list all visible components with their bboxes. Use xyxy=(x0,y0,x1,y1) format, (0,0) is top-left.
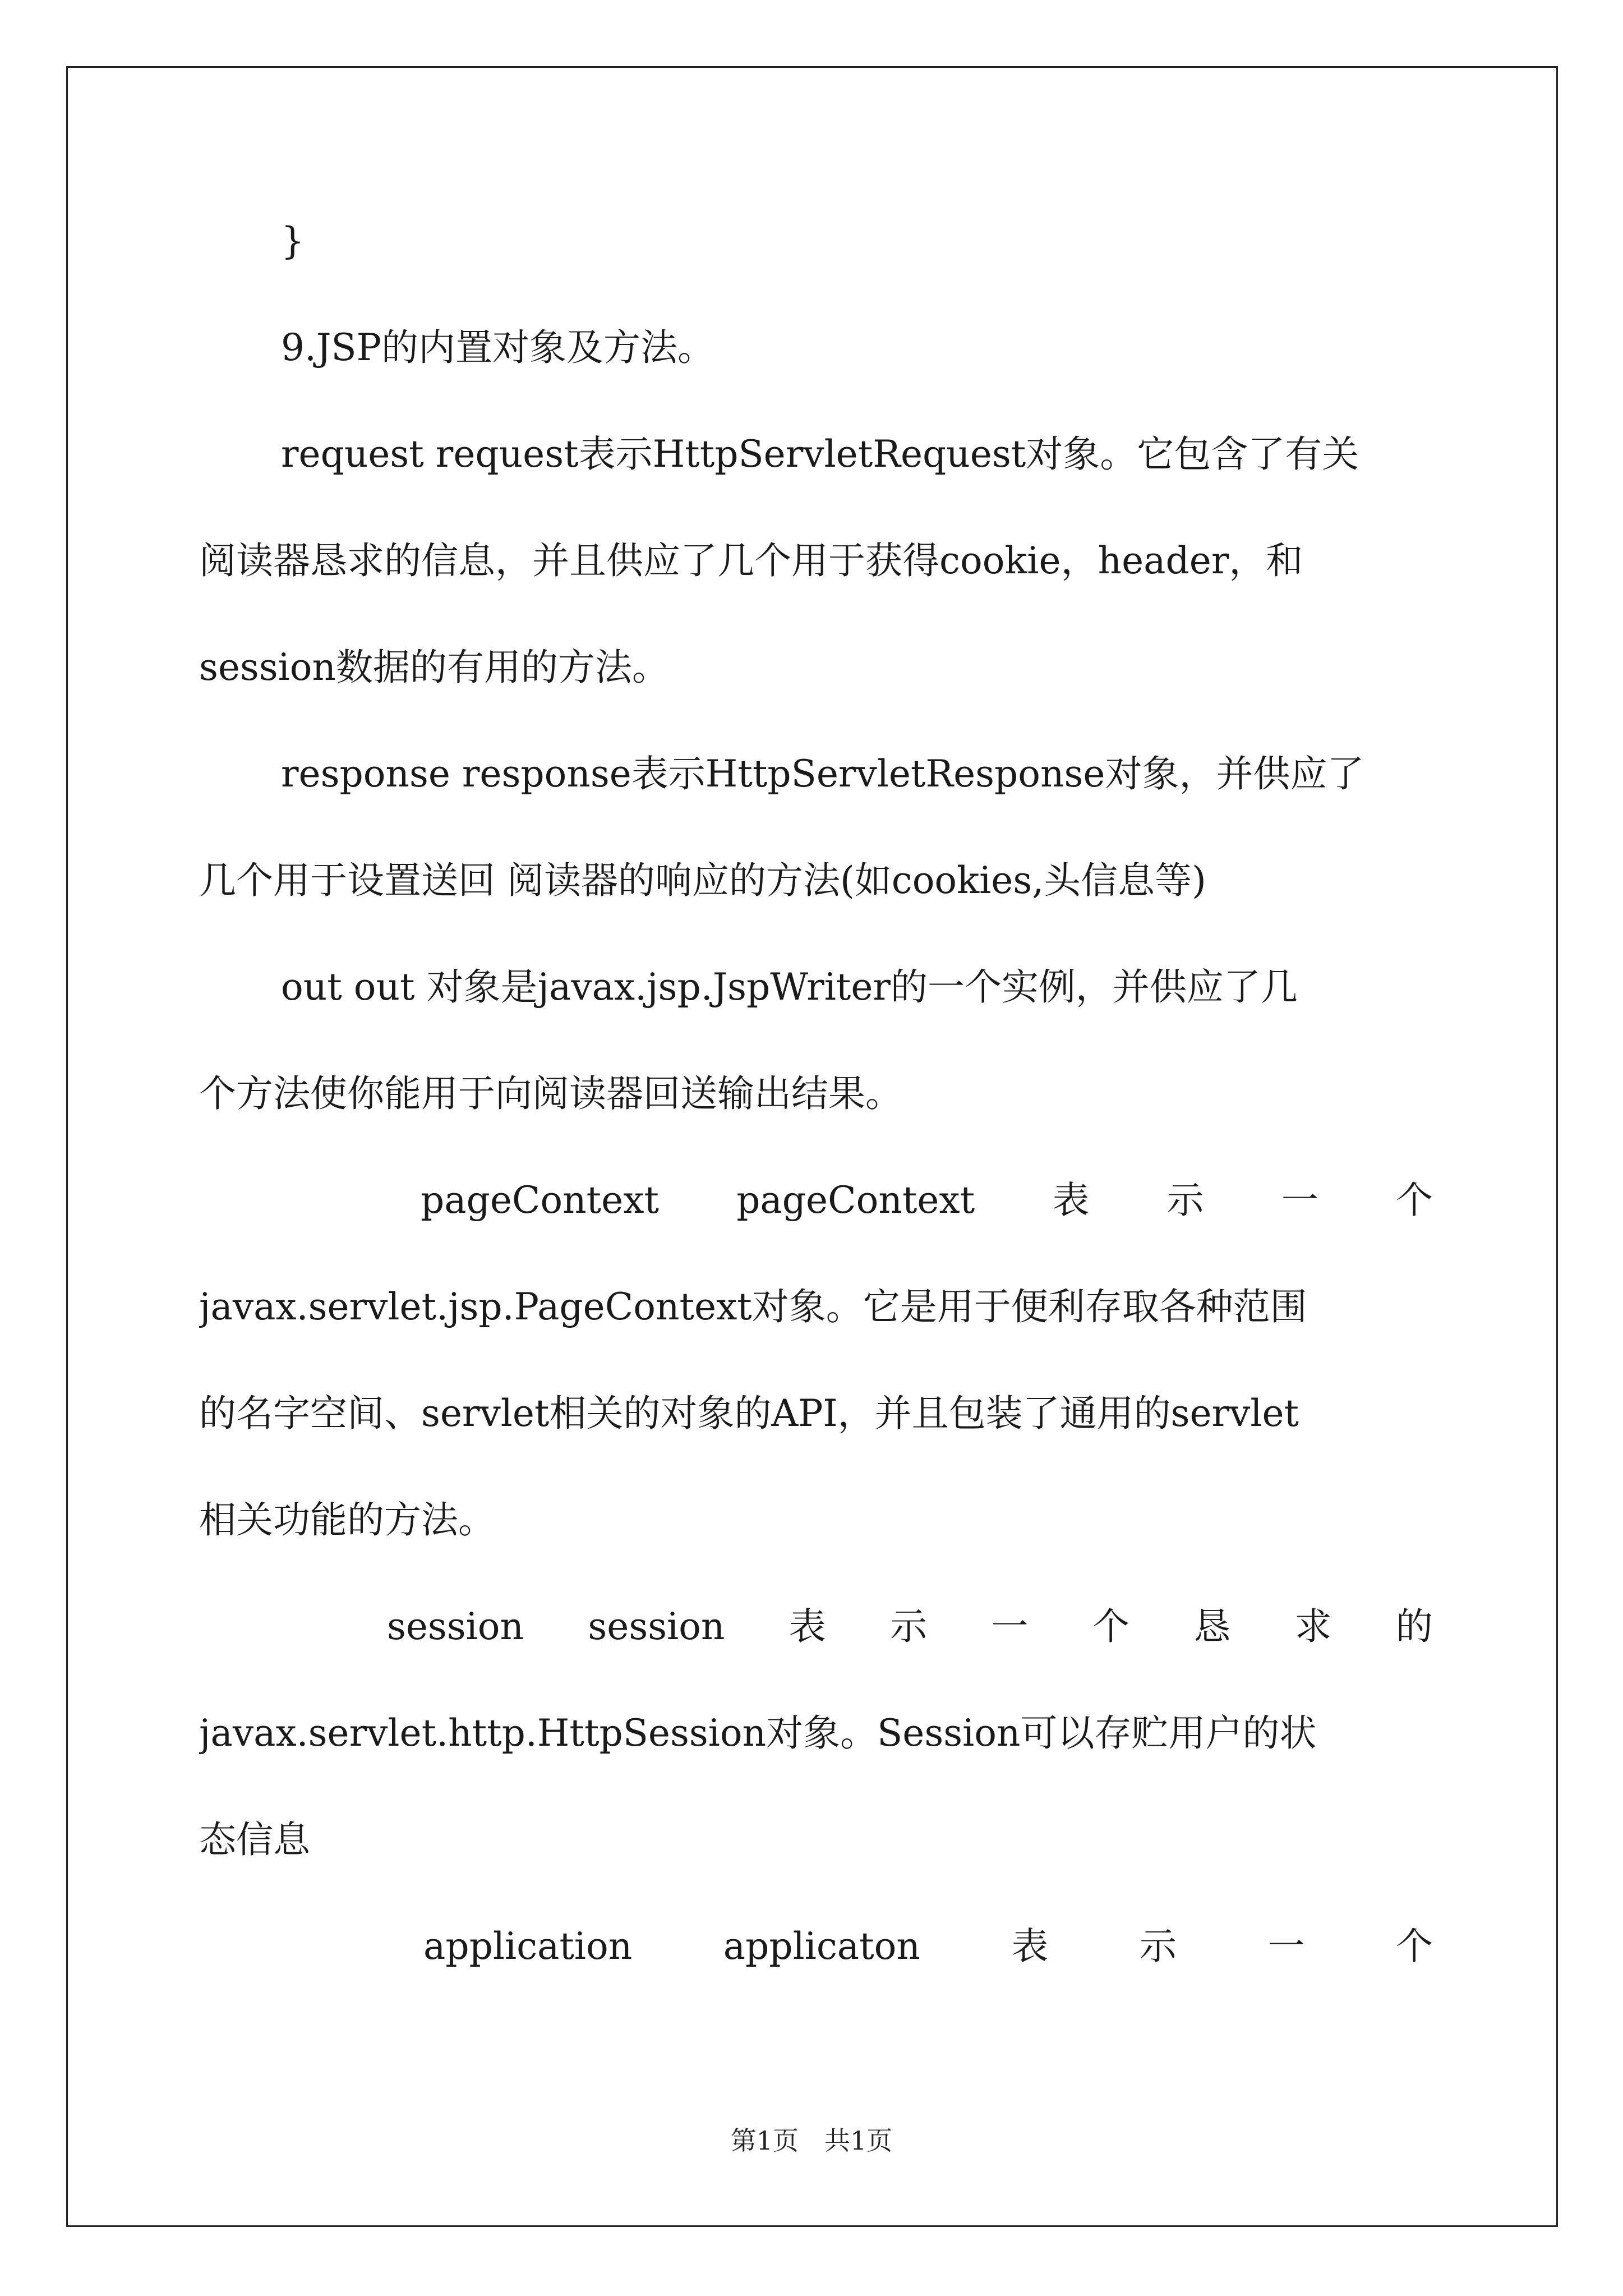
text-line: } xyxy=(281,219,305,263)
spread-word: 求 xyxy=(1294,1605,1332,1648)
spread-line-session xyxy=(199,1602,1433,1708)
spread-word: 一 xyxy=(991,1605,1029,1648)
spread-word: 个 xyxy=(1395,1179,1433,1222)
spread-word: 示 xyxy=(890,1605,928,1648)
spread-word: 表 xyxy=(789,1605,826,1648)
text-line: javax.servlet.jsp.PageContext对象。它是用于便利存取各种范围 xyxy=(199,1285,1307,1328)
text-line: javax.servlet.http.HttpSession对象。Session可以存贮用户的状 xyxy=(199,1711,1317,1755)
text-line: session数据的有用的方法。 xyxy=(199,646,670,689)
spread-word: application xyxy=(423,1925,633,1968)
spread-word: 个 xyxy=(1395,1925,1433,1968)
spread-line-pagecontext xyxy=(199,1175,1433,1282)
spread-word: 个 xyxy=(1092,1605,1129,1648)
spread-word: session xyxy=(588,1605,725,1648)
text-line: out out 对象是javax.jsp.JspWriter的一个实例，并供应了几 xyxy=(281,965,1298,1009)
section-heading: 9.JSP的内置对象及方法。 xyxy=(281,326,715,369)
page-number-footer: 第1页 共1页 xyxy=(730,2125,893,2156)
spread-word: 一 xyxy=(1281,1179,1318,1222)
spread-word: 表 xyxy=(1052,1179,1090,1222)
text-line: 的名字空间、servlet相关的对象的API，并且包装了通用的servlet xyxy=(199,1392,1299,1435)
text-line: 几个用于设置送回 阅读器的响应的方法(如cookies,头信息等) xyxy=(199,859,1206,902)
text-line: 态信息 xyxy=(199,1818,310,1861)
spread-word: 示 xyxy=(1139,1925,1177,1968)
text-line: request request表示HttpServletRequest对象。它包含了有关 xyxy=(281,432,1359,476)
spread-word: 恳 xyxy=(1193,1605,1231,1648)
spread-word: applicaton xyxy=(723,1925,920,1968)
spread-word: 一 xyxy=(1267,1925,1305,1968)
spread-word: 表 xyxy=(1011,1925,1049,1968)
text-line: response response表示HttpServletResponse对象，并供应了 xyxy=(281,752,1364,795)
spread-word: session xyxy=(387,1605,524,1648)
spread-word: 的 xyxy=(1395,1605,1433,1648)
document-body xyxy=(199,216,1433,2028)
spread-word: pageContext xyxy=(421,1179,659,1222)
text-line: 阅读器恳求的信息，并且供应了几个用于获得cookie，header，和 xyxy=(199,539,1303,582)
spread-word: 示 xyxy=(1166,1179,1204,1222)
spread-line-application xyxy=(199,1921,1433,2028)
spread-word: pageContext xyxy=(736,1179,975,1222)
text-line: 个方法使你能用于向阅读器回送输出结果。 xyxy=(199,1072,902,1115)
text-line: 相关功能的方法。 xyxy=(199,1498,495,1542)
